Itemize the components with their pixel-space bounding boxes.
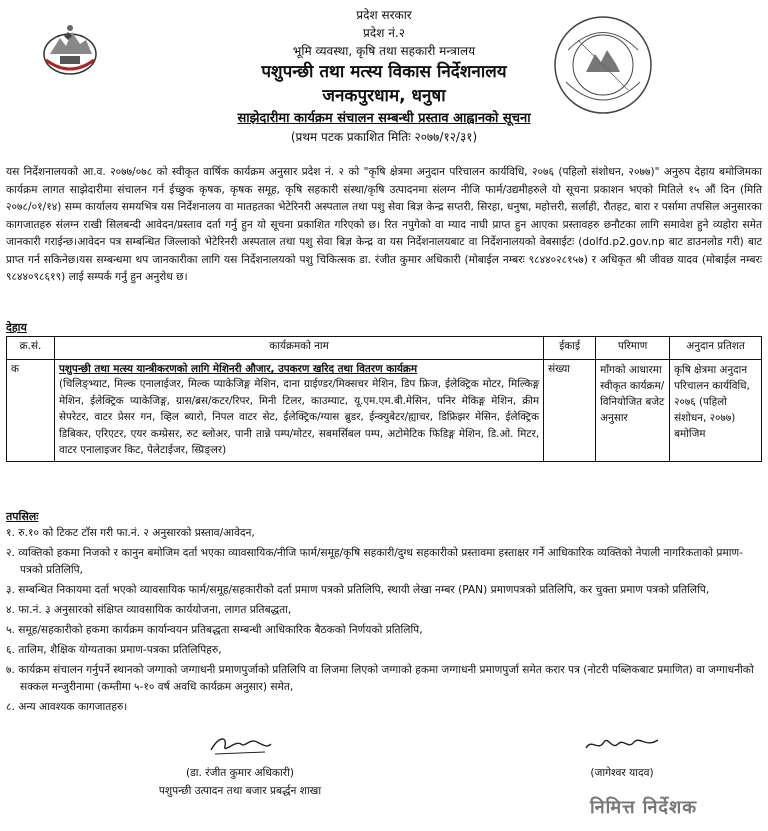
table-header-row — [7, 337, 762, 360]
requirements-label: तपसिलः — [6, 510, 39, 523]
program-items: (चिलिङ्भ्याट, मिल्क एनालाईजर, मिल्क प्याकेजिङ्ग मेशिन, दाना ग्राईण्डर/मिक्सचर मेशिन, डिप फ्रिज, ईलेक्ट्रिक मोटर, मिल्किङ्ग मेशिन, ईलेक्ट्रिक प्याकेजिङ्ग, ग्रास/ब्रस/कटर/रिपर, मिनी टिलर, काउम्याट, यू.एम.एम.बी.मेसिन, पनिर मेकिङ्ग मेशिन, क्रीम सेपरेटर, वाटर प्रेसर गन, व्हिल ब्यारो, निपल वाटर सेट, ईलेक्ट्रिक/ग्यास ब्रुडर, ईन्क्युबेटर/ह्याचर, डिफ्रिझर मेसिन, ईलेक्ट्रिक डिबिकर, एरिएटर, एयर कम्प्रेसर, रुट ब्लोअर, पानी तान्ने पम्प/मोटर, सबमर्सिबल पम्प, अटोमेटिक फिडिङ्ग मेशिन, डि.ओ. मिटर, वाटर एनालाइजर किट, पेलेटाईजर, स्प्रिङ्लर) — [58, 378, 540, 456]
area-label: देहाय — [6, 321, 27, 334]
signatory-right-name: (जागेश्वर यादव) — [590, 767, 654, 779]
signature-block-left — [140, 732, 340, 800]
publication-date: (प्रथम पटक प्रकाशित मितिः २०७७/१२/३१) — [290, 130, 478, 144]
province-name: प्रदेश नं.२ — [363, 26, 405, 40]
list-item: ३. सम्बन्धित निकायमा दर्ता भएको व्यावसायिक फार्म/समूह/सहकारीको दर्ता प्रमाण पत्रको प्रतिलिपि, स्थायी लेखा नम्बर (PAN) प्रमाणपत्रको प्रतिलिपि, कर चुक्ता प्रमाण पत्रको प्रतिलिपि, — [6, 584, 710, 596]
signature-block-right — [562, 732, 682, 782]
col-header-subsidy: अनुदान प्रतिशत — [670, 337, 762, 360]
list-item: ७. कार्यक्रम संचालन गर्नुपर्ने स्थानको जग्गाको जग्गाधनी प्रमाणपुर्जाको प्रतिलिपि वा लिजमा लिएको जग्गाको हकमा जग्गाधनी प्रमाणपुर्जा समेत करार पत्र (नोटरी पब्लिकबाट प्रमाणित) वा जग्गाधनीको सक्कल मन्जुरीनामा (कम्तीमा ५-१० वर्ष अवधि कार्यक्रम अनुसार) समेत, — [6, 664, 754, 693]
signatory-left-title: पशुपन्छी उत्पादन तथा बजार प्रबर्द्धन शाखा — [158, 785, 322, 797]
letterhead — [0, 6, 768, 146]
signatory-left-name: (डा. रंजीत कुमार अधिकारी) — [186, 767, 294, 779]
ministry-name: भूमि व्यवस्था, कृषि तथा सहकारी मन्त्रालय — [292, 44, 476, 58]
list-item: ६. तालिम, शैक्षिक योग्यताका प्रमाण-पत्रका प्रतिलिपिहरु, — [6, 644, 222, 656]
intro-paragraph: यस निर्देशनालयको आ.व. २०७७/०७८ को स्वीकृत वार्षिक कार्यक्रम अनुसार प्रदेश नं. २ को "कृषि क्षेत्रमा अनुदान परिचालन कार्यविधि, २०७६ (पहिलो संशोधन, २०७७)" अनुरुप देहाय बमोजिमका कार्यक्रम लागत साझेदारीमा संचालन गर्न ईच्छुक कृषक, कृषक समूह, कृषि सहकारी संस्था/कृषि उत्पादनमा संलग्न नीजि फार्म/उद्यमीहरुले यो सूचना प्रकाशन भएको मितिले १५ औं दिन (मिति २०७८/०१/१४) सम्म कार्यालय समयभित्र यस निर्देशनालय वा मातहतका भेटेरिनरी अस्पताल तथा पशु सेवा बिज्ञ केन्द्र सप्तरी, सिरहा, धनुषा, महोत्तरी, सर्लाही, रौतहट, बारा र पर्सामा तपसिल अनुसारका कागजातहरु संलग्न राखी सिलबन्दी आवेदन/प्रस्ताव दर्ता गर्नु हुन यो सूचना प्रकाशित गरिएको छ। रित नपुगेको वा म्याद नाघी प्राप्त हुन आएका प्रस्तावहरु छनौटका लागि समावेश हुने व्यहोरा समेत जानकारी गराईन्छ।आवेदन पत्र सम्बन्धित जिल्लाको भेटेरिनरी अस्पताल तथा पशु सेवा बिज्ञ केन्द्र वा यस निर्देशनालयबाट वा निर्देशनालयको वेबसाईटः (dolfd.p2.gov.np बाट डाउनलोड गरी) बाट प्राप्त गर्न सकिनेछ।यस सम्बन्धमा थप जानकारीका लागि यस निर्देशनालयको पशु चिकित्सक डा. रंजीत कुमार अधिकारी (मोबाईल नम्बरः ९८४४०२८१५७) र अधिकृत श्री जीवछ यादव (मोबाईल नम्बरः ९८४४०९८६१९) लाई सम्पर्क गर्नु हुन अनुरोध छ। — [6, 166, 762, 283]
govt-name: प्रदेश सरकार — [356, 8, 412, 22]
col-header-unit: ईकाई — [544, 337, 596, 360]
cell-quantity: माँगको आधारमा स्वीकृत कार्यक्रम/विनियोजित बजेट अनुसार — [596, 360, 670, 462]
program-table — [6, 336, 762, 462]
program-title: पशुपन्छी तथा मत्स्य यान्त्रीकरणको लागि मेशिनरी औजार, उपकरण खरिद तथा वितरण कार्यक्रम — [58, 363, 418, 375]
office-location: जनकपुरधाम, धनुषा — [322, 86, 446, 106]
list-item: ८. अन्य आवश्यक कागजातहरु। — [6, 701, 128, 713]
cell-sn: क — [7, 360, 55, 462]
requirements-list — [6, 525, 762, 719]
list-item: २. व्यक्तिको हकमा निजको र कानुन बमोजिम दर्ता भएका व्यावसायिक/नीजि फार्म/समूह/कृषि सहकारी/दुग्ध सहकारीको प्रस्तावमा हस्ताक्षर गर्ने आधिकारिक व्यक्तिको नेपाली नागरिकताको प्रमाण-पत्रको प्रतिलिपि, — [6, 547, 743, 576]
table-row — [7, 360, 762, 462]
list-item: १. रु.१० को टिकट टाँस गरी फा.नं. २ अनुसारको प्रस्ताव/आवेदन, — [6, 527, 255, 539]
designation-stamp: निमित्त निर्देशक — [590, 797, 698, 818]
signature-left-icon — [205, 732, 275, 758]
signature-right-icon — [582, 732, 662, 758]
list-item: ५. समूह/सहकारीको हकमा कार्यक्रम कार्यान्वयन प्रतिबद्धता सम्बन्धी आधिकारिक बैठकको निर्णयको प्रतिलिपि, — [6, 624, 423, 636]
col-header-program: कार्यक्रमको नाम — [54, 337, 543, 360]
cell-unit: संख्या — [544, 360, 596, 462]
cell-subsidy: कृषि क्षेत्रमा अनुदान परिचालन कार्यविधि, २०७६ (पहिलो संशोधन, २०७७) बमोजिम — [670, 360, 762, 462]
col-header-sn: क्र.सं. — [7, 337, 55, 360]
notice-title: साझेदारीमा कार्यक्रम संचालन सम्बन्धी प्रस्ताव आह्वानको सूचना — [237, 111, 531, 126]
list-item: ४. फा.नं. ३ अनुसारको संक्षिप्त व्यावसायिक कार्ययोजना, लागत प्रतिबद्धता, — [6, 604, 292, 616]
directorate-name: पशुपन्छी तथा मत्स्य विकास निर्देशनालय — [261, 62, 507, 82]
col-header-quantity: परिमाण — [596, 337, 670, 360]
cell-program — [54, 360, 543, 462]
